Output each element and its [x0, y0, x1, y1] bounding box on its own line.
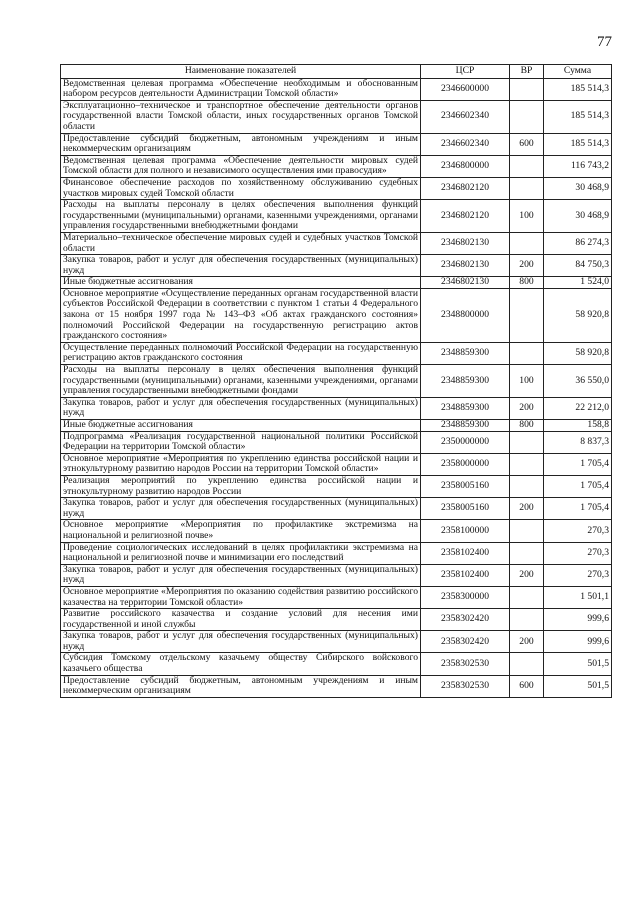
row-csr: 2348859300	[421, 342, 510, 364]
table-row	[61, 232, 612, 254]
row-vr: 200	[510, 255, 544, 277]
row-name: Основное мероприятие «Мероприятия по оказанию содействия развитию российского казачества на территории Томской области»	[61, 586, 421, 608]
row-name: Основное мероприятие «Осуществление переданных органам государственной власти субъектов Российской Федерации в соответствии с пунктом 1 статьи 4 Федерального закона от 15 ноября 1997 года № 143–ФЗ «Об актах гражданского состояния» полномочий Российской Федерации на государственную регистрацию актов гражданского состояния»	[61, 288, 421, 342]
row-csr: 2358302420	[421, 609, 510, 631]
row-csr: 2346802130	[421, 255, 510, 277]
budget-table	[60, 64, 612, 698]
row-csr: 2346600000	[421, 78, 510, 100]
table-row	[61, 177, 612, 199]
row-vr	[510, 288, 544, 342]
row-vr	[510, 100, 544, 133]
table-row	[61, 200, 612, 233]
row-vr	[510, 342, 544, 364]
row-name: Основное мероприятие «Мероприятия по профилактике экстремизма на национальной и религиозной почве»	[61, 520, 421, 542]
row-name: Ведомственная целевая программа «Обеспечение необходимым и обоснованным набором ресурсов деятельности Администрации Томской области»	[61, 78, 421, 100]
row-name: Закупка товаров, работ и услуг для обеспечения государственных (муниципальных) нужд	[61, 564, 421, 586]
row-csr: 2346800000	[421, 155, 510, 177]
row-name: Ведомственная целевая программа «Обеспечение деятельности мировых судей Томской области для полного и независимого осуществления ими правосудия»	[61, 155, 421, 177]
row-vr	[510, 609, 544, 631]
row-sum: 86 274,3	[544, 232, 612, 254]
row-csr: 2358302420	[421, 631, 510, 653]
table-row	[61, 342, 612, 364]
table-row	[61, 133, 612, 155]
row-vr: 600	[510, 675, 544, 697]
row-name: Расходы на выплаты персоналу в целях обеспечения выполнения функций государственными (муниципальными) органами, казенными учреждениями, органами управления государственными внебюджетными фондами	[61, 200, 421, 233]
row-csr: 2348859300	[421, 420, 510, 432]
row-sum: 22 212,0	[544, 397, 612, 419]
row-name: Эксплуатационно–техническое и транспортное обеспечение деятельности органов государственной власти Томской области, иных государственных органов Томской области	[61, 100, 421, 133]
row-sum: 58 920,8	[544, 342, 612, 364]
header-csr: ЦСР	[421, 65, 510, 79]
table-row	[61, 653, 612, 675]
row-sum: 270,3	[544, 542, 612, 564]
row-vr: 800	[510, 420, 544, 432]
row-csr: 2346802130	[421, 232, 510, 254]
row-vr	[510, 155, 544, 177]
row-sum: 1 524,0	[544, 277, 612, 289]
row-sum: 84 750,3	[544, 255, 612, 277]
table-row	[61, 498, 612, 520]
row-vr: 200	[510, 631, 544, 653]
row-sum: 1 705,4	[544, 453, 612, 475]
row-vr	[510, 586, 544, 608]
row-name: Предоставление субсидий бюджетным, автономным учреждениям и иным некоммерческим организациям	[61, 133, 421, 155]
row-csr: 2358302530	[421, 675, 510, 697]
row-name: Закупка товаров, работ и услуг для обеспечения государственных (муниципальных) нужд	[61, 498, 421, 520]
row-sum: 116 743,2	[544, 155, 612, 177]
row-name: Проведение социологических исследований в целях профилактики экстремизма на национальной и религиозной почве и минимизации его последствий	[61, 542, 421, 564]
row-sum: 501,5	[544, 653, 612, 675]
row-vr	[510, 431, 544, 453]
row-sum: 185 514,3	[544, 100, 612, 133]
table-row	[61, 542, 612, 564]
row-vr	[510, 475, 544, 497]
row-sum: 1 501,1	[544, 586, 612, 608]
row-sum: 8 837,3	[544, 431, 612, 453]
table-row	[61, 288, 612, 342]
row-name: Закупка товаров, работ и услуг для обеспечения государственных (муниципальных) нужд	[61, 255, 421, 277]
row-name: Субсидия Томскому отдельскому казачьему обществу Сибирского войскового казачьего общества	[61, 653, 421, 675]
table-row	[61, 453, 612, 475]
row-vr: 800	[510, 277, 544, 289]
table-row	[61, 586, 612, 608]
row-vr	[510, 177, 544, 199]
row-sum: 158,8	[544, 420, 612, 432]
row-csr: 2348800000	[421, 288, 510, 342]
row-name: Расходы на выплаты персоналу в целях обеспечения выполнения функций государственными (муниципальными) органами, казенными учреждениями, органами управления государственными внебюджетными фондами	[61, 365, 421, 398]
table-header-row	[61, 65, 612, 79]
row-name: Основное мероприятие «Мероприятия по укреплению единства российской нации и этнокультурному развитию народов России на территории Томской области»	[61, 453, 421, 475]
table-row	[61, 675, 612, 697]
table-row	[61, 520, 612, 542]
row-name: Развитие российского казачества и создание условий для несения ими государственной и иной службы	[61, 609, 421, 631]
row-csr: 2346802120	[421, 177, 510, 199]
row-name: Иные бюджетные ассигнования	[61, 420, 421, 432]
row-csr: 2348859300	[421, 397, 510, 419]
row-vr: 100	[510, 200, 544, 233]
row-sum: 58 920,8	[544, 288, 612, 342]
row-csr: 2358005160	[421, 475, 510, 497]
row-csr: 2350000000	[421, 431, 510, 453]
table-row	[61, 609, 612, 631]
table-row	[61, 431, 612, 453]
row-csr: 2358100000	[421, 520, 510, 542]
row-sum: 185 514,3	[544, 133, 612, 155]
row-vr: 200	[510, 564, 544, 586]
row-sum: 270,3	[544, 564, 612, 586]
row-csr: 2346802120	[421, 200, 510, 233]
row-csr: 2348859300	[421, 365, 510, 398]
table-row	[61, 631, 612, 653]
table-row	[61, 420, 612, 432]
row-sum: 501,5	[544, 675, 612, 697]
row-csr: 2346602340	[421, 133, 510, 155]
row-sum: 36 550,0	[544, 365, 612, 398]
row-csr: 2358102400	[421, 564, 510, 586]
row-name: Финансовое обеспечение расходов по хозяйственному обслуживанию судебных участков мировых судей Томской области	[61, 177, 421, 199]
row-csr: 2358005160	[421, 498, 510, 520]
row-vr: 600	[510, 133, 544, 155]
row-csr: 2358102400	[421, 542, 510, 564]
row-name: Подпрограмма «Реализация государственной национальной политики Российской Федерации на территории Томской области»	[61, 431, 421, 453]
table-row	[61, 255, 612, 277]
row-name: Материально–техническое обеспечение мировых судей и судебных участков Томской области	[61, 232, 421, 254]
row-vr: 100	[510, 365, 544, 398]
table-row	[61, 365, 612, 398]
row-name: Предоставление субсидий бюджетным, автономным учреждениям и иным некоммерческим организациям	[61, 675, 421, 697]
row-csr: 2346602340	[421, 100, 510, 133]
table-row	[61, 564, 612, 586]
row-sum: 999,6	[544, 609, 612, 631]
table-row	[61, 277, 612, 289]
row-name: Иные бюджетные ассигнования	[61, 277, 421, 289]
row-sum: 1 705,4	[544, 475, 612, 497]
table-row	[61, 155, 612, 177]
row-vr	[510, 520, 544, 542]
table-row	[61, 397, 612, 419]
row-csr: 2358000000	[421, 453, 510, 475]
row-vr	[510, 653, 544, 675]
row-csr: 2358300000	[421, 586, 510, 608]
row-vr: 200	[510, 397, 544, 419]
table-row	[61, 78, 612, 100]
row-csr: 2358302530	[421, 653, 510, 675]
row-vr	[510, 542, 544, 564]
row-name: Закупка товаров, работ и услуг для обеспечения государственных (муниципальных) нужд	[61, 397, 421, 419]
row-vr	[510, 453, 544, 475]
table-body	[61, 78, 612, 697]
page-number: 77	[597, 34, 612, 50]
row-sum: 1 705,4	[544, 498, 612, 520]
header-name: Наименование показателей	[61, 65, 421, 79]
row-sum: 30 468,9	[544, 200, 612, 233]
header-vr: ВР	[510, 65, 544, 79]
row-vr: 200	[510, 498, 544, 520]
table-row	[61, 475, 612, 497]
header-sum: Сумма	[544, 65, 612, 79]
row-sum: 30 468,9	[544, 177, 612, 199]
row-sum: 185 514,3	[544, 78, 612, 100]
row-name: Реализация мероприятий по укреплению единства российской нации и этнокультурному развитию народов России	[61, 475, 421, 497]
row-vr	[510, 78, 544, 100]
row-csr: 2346802130	[421, 277, 510, 289]
table-row	[61, 100, 612, 133]
row-name: Закупка товаров, работ и услуг для обеспечения государственных (муниципальных) нужд	[61, 631, 421, 653]
row-vr	[510, 232, 544, 254]
row-sum: 270,3	[544, 520, 612, 542]
row-sum: 999,6	[544, 631, 612, 653]
row-name: Осуществление переданных полномочий Российской Федерации на государственную регистрацию актов гражданского состояния	[61, 342, 421, 364]
